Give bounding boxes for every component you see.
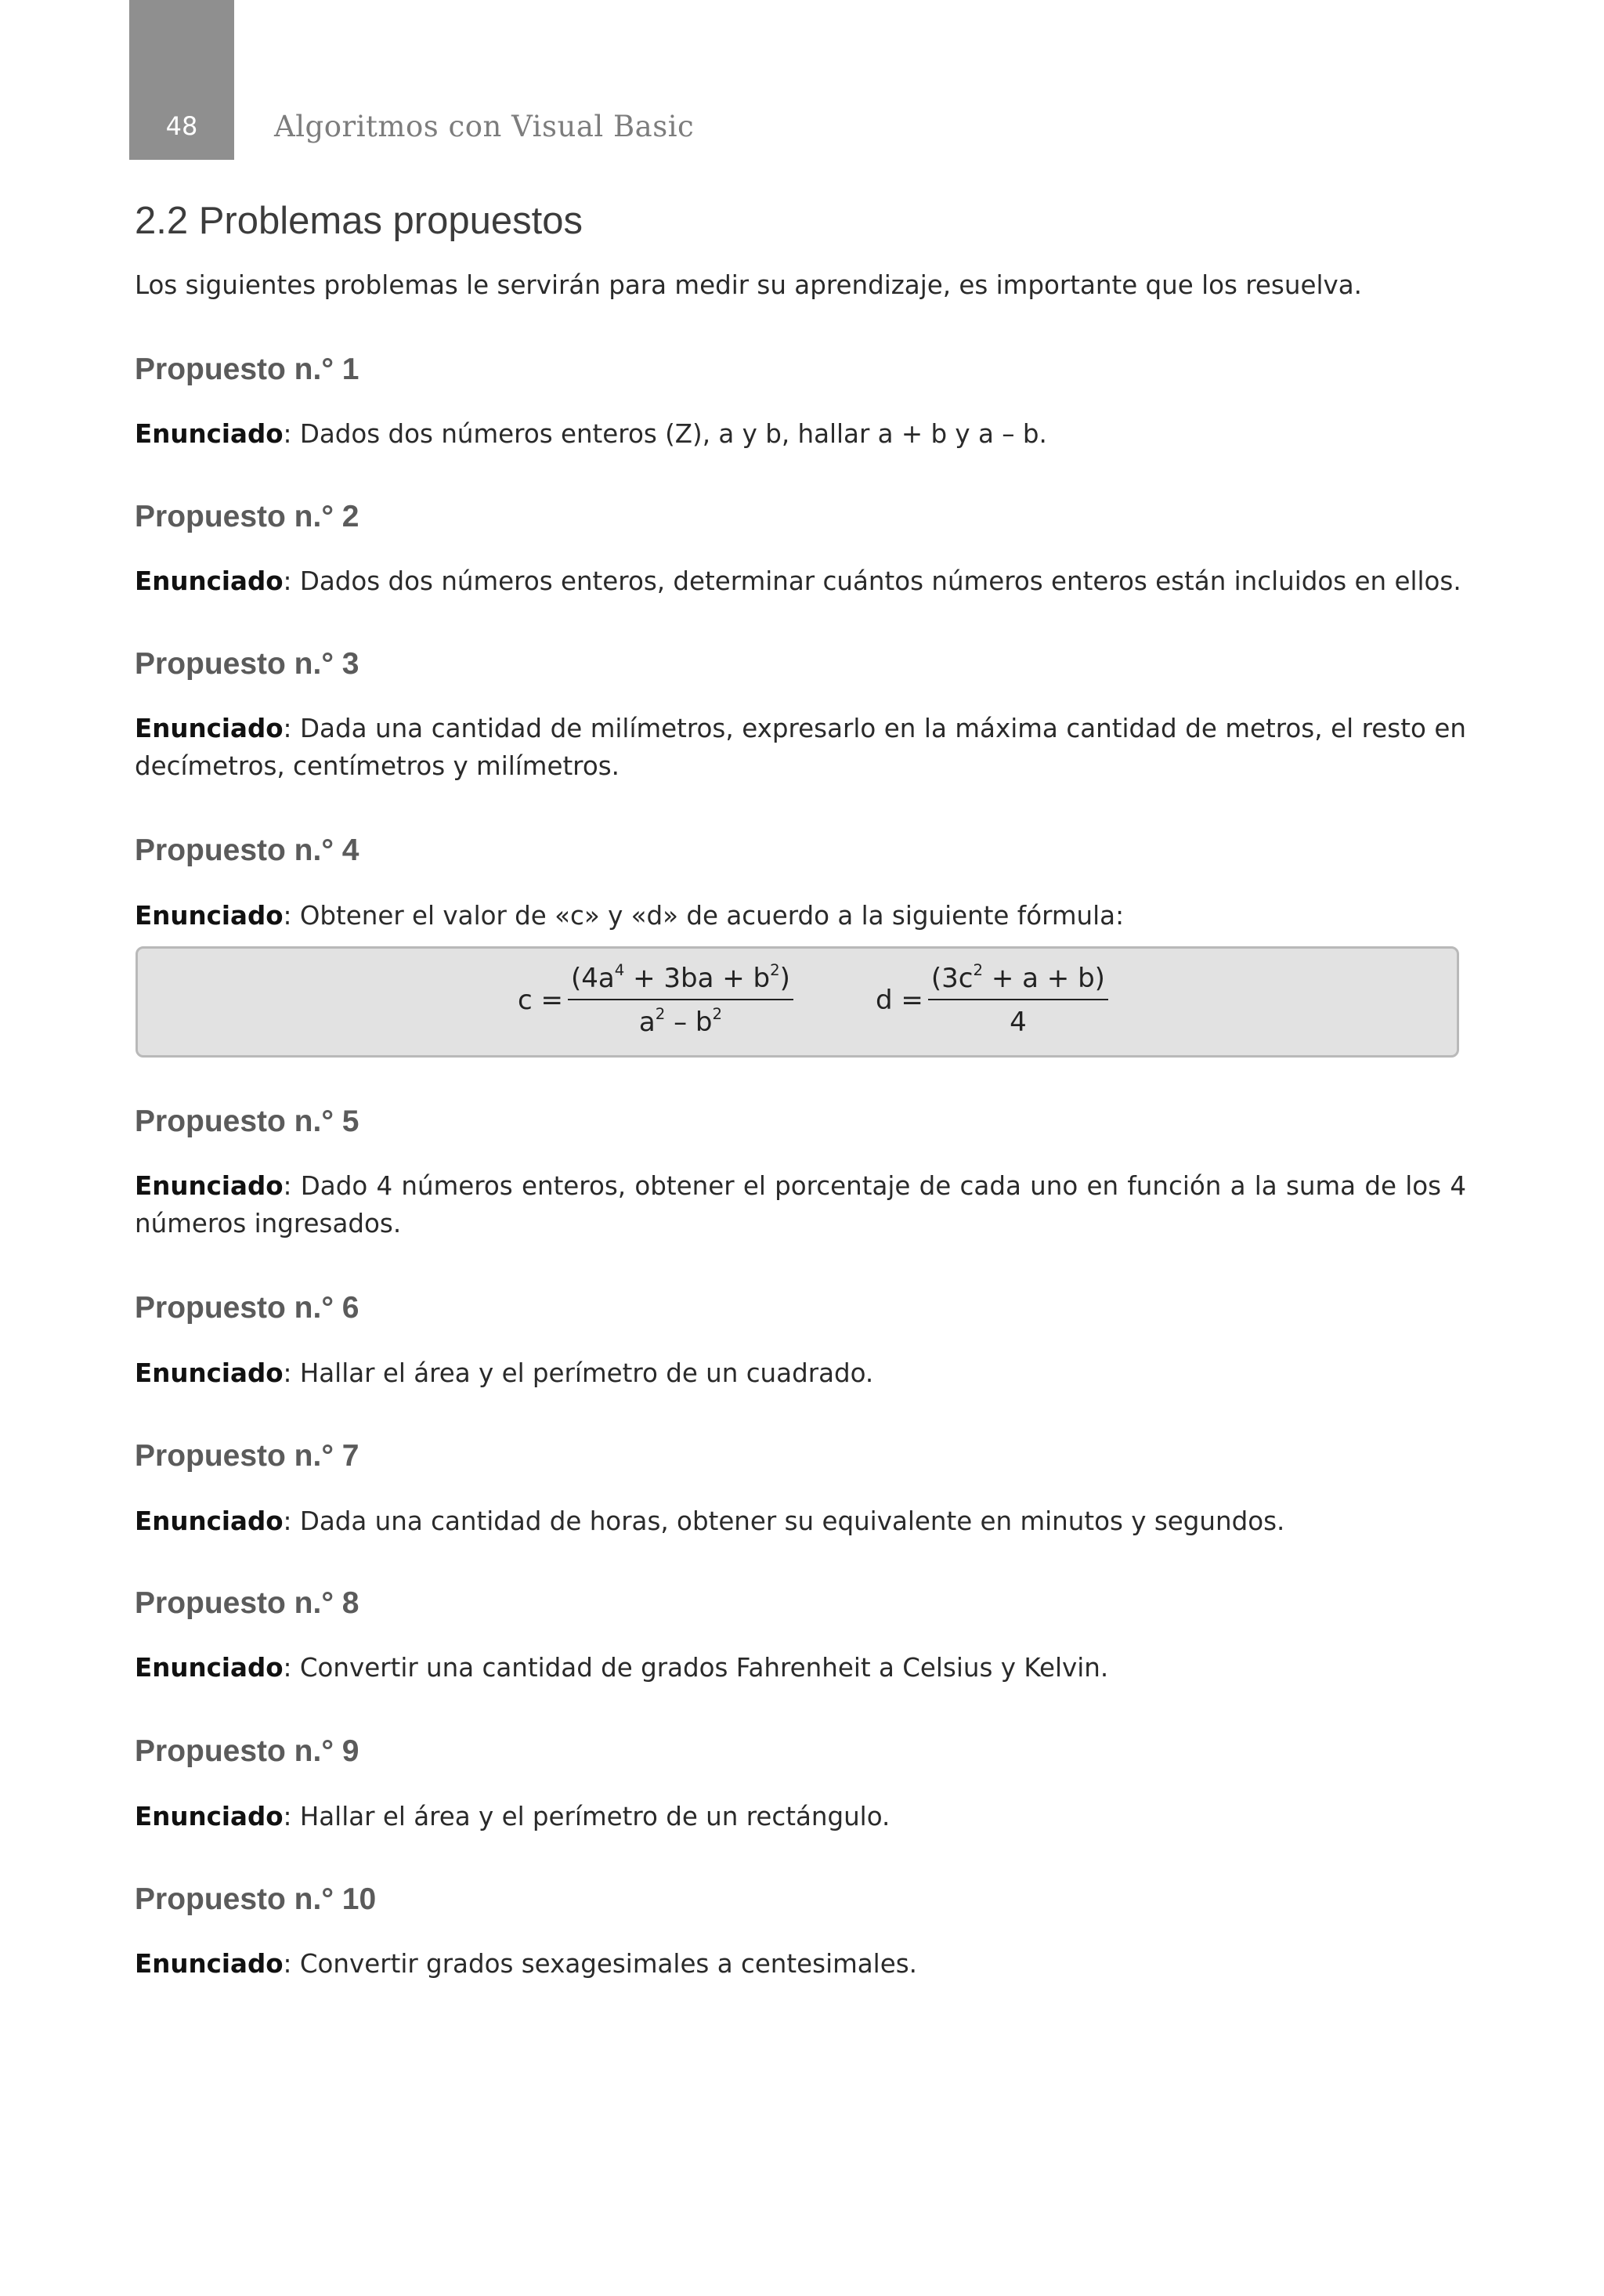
problem-4-heading: Propuesto n.° 4 [135, 833, 359, 867]
enunciado-label: Enunciado [135, 1358, 284, 1388]
problem-9-statement [135, 1798, 1466, 1835]
problem-4-text: : Obtener el valor de «c» y «d» de acuerdo a la siguiente fórmula: [283, 901, 1125, 931]
problem-7-heading: Propuesto n.° 7 [135, 1439, 359, 1473]
enunciado-label: Enunciado [135, 1653, 284, 1683]
formula-c-num-part: (4a [571, 963, 615, 994]
problem-5-heading: Propuesto n.° 5 [135, 1105, 359, 1138]
enunciado-label: Enunciado [135, 1802, 284, 1831]
enunciado-label: Enunciado [135, 901, 284, 931]
problem-2-statement [135, 562, 1466, 600]
formula-c-den-part: a [638, 1007, 656, 1038]
problem-9-text: : Hallar el área y el perímetro de un rectángulo. [283, 1802, 891, 1831]
problem-3-heading: Propuesto n.° 3 [135, 647, 359, 681]
formula-c-lhs: c = [518, 985, 563, 1016]
formula-c [518, 963, 793, 1038]
page-number: 48 [165, 111, 198, 141]
formula-c-numerator [568, 963, 793, 1000]
formula-c-den-part: – b [665, 1007, 713, 1038]
problem-9-heading: Propuesto n.° 9 [135, 1734, 359, 1768]
problem-2-heading: Propuesto n.° 2 [135, 500, 359, 533]
problem-5-text: : Dado 4 números enteros, obtener el porcentaje de cada uno en función a la suma de los 4 números ingresados. [135, 1171, 1466, 1238]
problem-6-text: : Hallar el área y el perímetro de un cuadrado. [283, 1358, 874, 1388]
formula-d-num-part: + a + b) [983, 963, 1105, 994]
problem-10-heading: Propuesto n.° 10 [135, 1882, 377, 1916]
formula-d-fraction [928, 963, 1108, 1038]
problem-10-text: : Convertir grados sexagesimales a centesimales. [283, 1949, 917, 1979]
enunciado-label: Enunciado [135, 419, 284, 449]
problem-5-statement [135, 1167, 1466, 1242]
section-intro: Los siguientes problemas le servirán para medir su aprendizaje, es importante que los resuelva. [135, 270, 1362, 300]
problem-1-heading: Propuesto n.° 1 [135, 353, 359, 386]
formula-d-lhs: d = [876, 985, 923, 1016]
formula-c-denominator [639, 1000, 722, 1038]
problem-8-heading: Propuesto n.° 8 [135, 1586, 359, 1620]
formula-d-num-part: (3c [930, 963, 974, 994]
enunciado-label: Enunciado [135, 1171, 284, 1201]
formula-d-numerator [928, 963, 1108, 1000]
problem-4-statement [135, 897, 1466, 935]
problem-8-statement [135, 1649, 1466, 1687]
formula-c-num-exponent: 4 [614, 961, 625, 980]
problem-10-statement [135, 1945, 1466, 1983]
enunciado-label: Enunciado [135, 1949, 284, 1979]
problem-8-text: : Convertir una cantidad de grados Fahrenheit a Celsius y Kelvin. [283, 1653, 1109, 1683]
formula-d [876, 963, 1108, 1038]
formula-c-fraction [568, 963, 793, 1038]
problem-2-text: : Dados dos números enteros, determinar cuántos números enteros están incluidos en ellos. [283, 566, 1461, 596]
enunciado-label: Enunciado [135, 566, 284, 596]
section-title: 2.2 Problemas propuestos [135, 200, 583, 242]
problem-3-statement [135, 710, 1466, 785]
running-head: Algoritmos con Visual Basic [274, 110, 695, 143]
enunciado-label: Enunciado [135, 714, 284, 743]
problem-7-text: : Dada una cantidad de horas, obtener su equivalente en minutos y segundos. [283, 1506, 1285, 1536]
formula-d-num-exponent: 2 [973, 961, 984, 980]
problem-7-statement [135, 1502, 1466, 1540]
enunciado-label: Enunciado [135, 1506, 284, 1536]
problem-6-heading: Propuesto n.° 6 [135, 1291, 359, 1325]
formula-c-den-exponent: 2 [655, 1005, 666, 1024]
formula-box [135, 946, 1459, 1058]
formula-d-denominator: 4 [1010, 1007, 1027, 1038]
formula-c-num-part: ) [779, 963, 790, 994]
problem-6-statement [135, 1354, 1466, 1392]
problem-1-text: : Dados dos números enteros (Z), a y b, hallar a + b y a – b. [283, 419, 1047, 449]
formula-c-num-part: + 3ba + b [624, 963, 771, 994]
problem-1-statement [135, 415, 1466, 453]
formula-c-den-exponent: 2 [712, 1005, 723, 1024]
problem-3-text: : Dada una cantidad de milímetros, expresarlo en la máxima cantidad de metros, el resto en decímetros, centímetros y milímetros. [135, 714, 1466, 781]
formula-c-num-exponent: 2 [770, 961, 780, 980]
